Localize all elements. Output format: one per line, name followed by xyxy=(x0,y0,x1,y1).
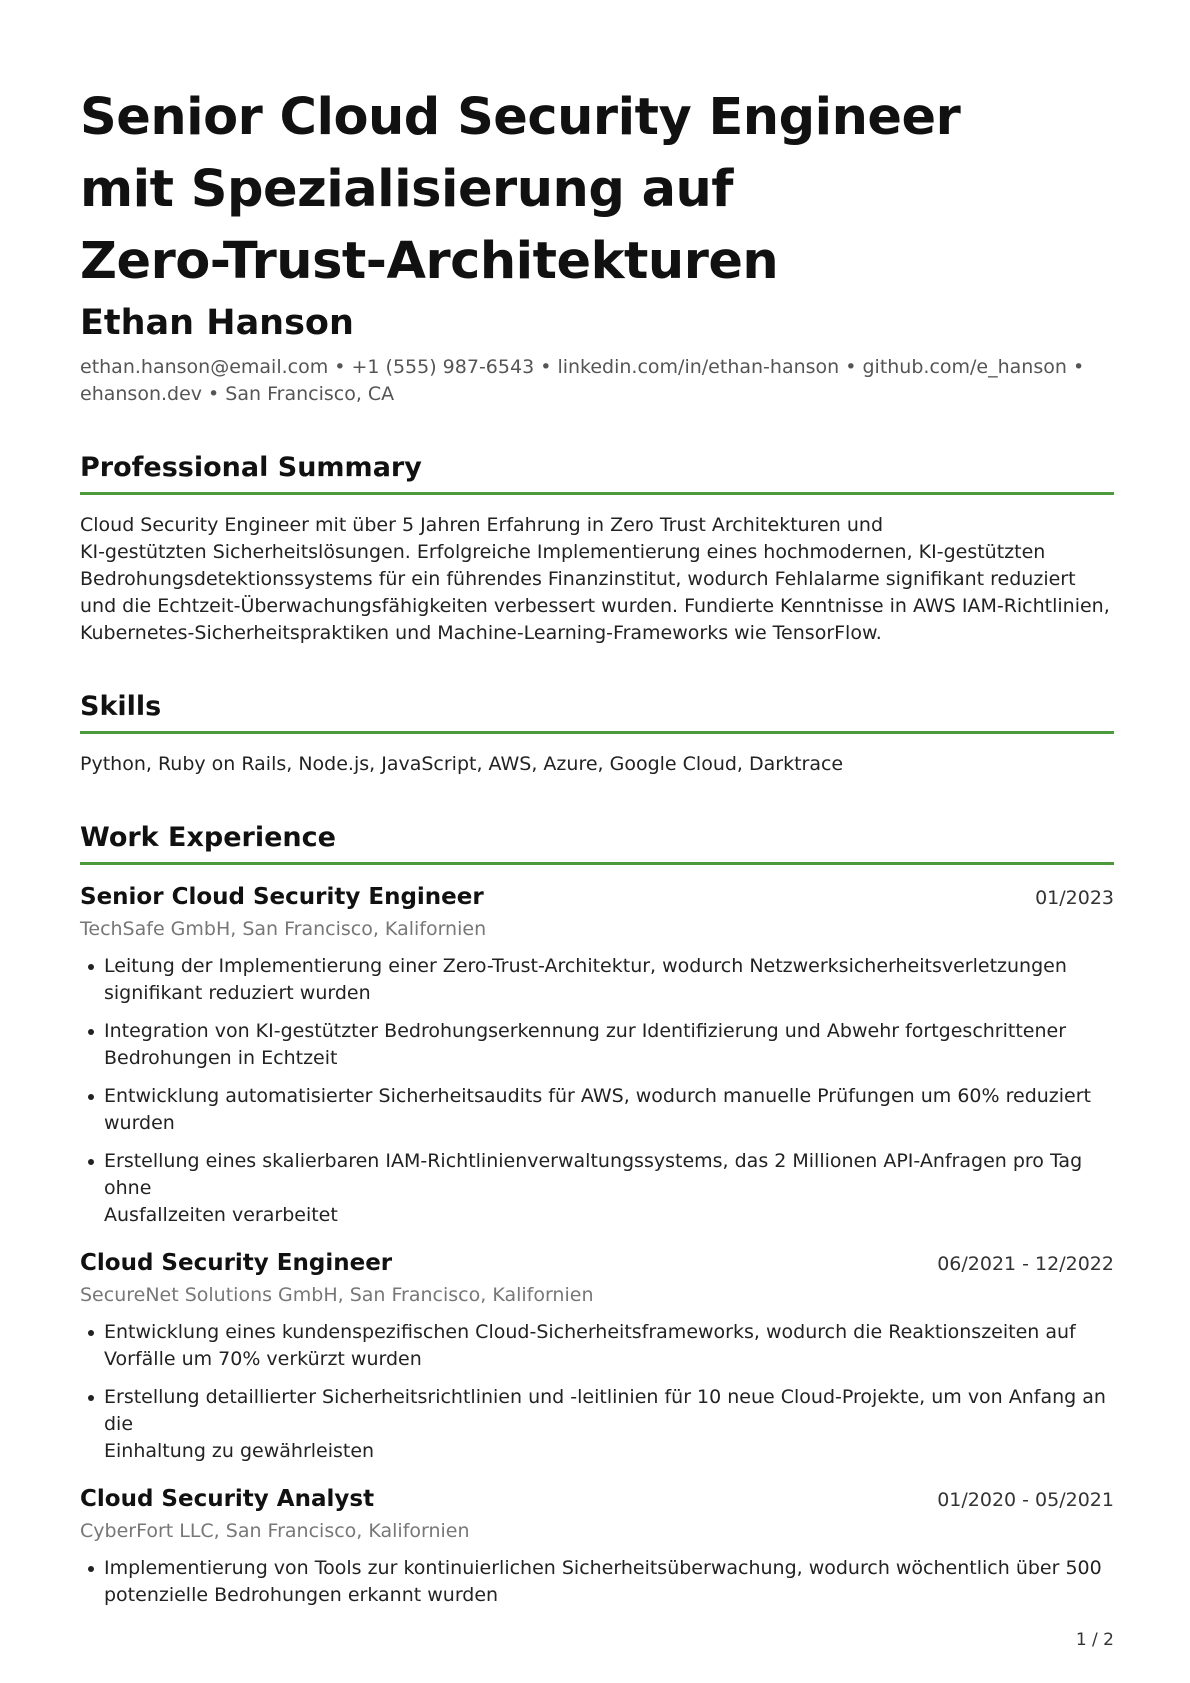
page-number: 1 / 2 xyxy=(1075,1630,1114,1650)
job-header xyxy=(80,1483,1114,1515)
section-title-skills: Skills xyxy=(80,689,1114,734)
job-date: 01/2020 - 05/2021 xyxy=(937,1489,1114,1511)
job-bullet xyxy=(80,1555,1114,1609)
summary-section xyxy=(80,450,1114,647)
bullet-line: wurden xyxy=(104,1112,175,1134)
summary-text xyxy=(80,512,1114,647)
resume-page xyxy=(80,82,1114,1609)
bullet-line: Implementierung von Tools zur kontinuierlichen Sicherheitsüberwachung, wodurch wöchentlich über 500 xyxy=(104,1557,1102,1579)
bullet-line: Leitung der Implementierung einer Zero-Trust-Architektur, wodurch Netzwerksicherheitsverletzungen xyxy=(104,955,1067,977)
skills-text: Python, Ruby on Rails, Node.js, JavaScript, AWS, Azure, Google Cloud, Darktrace xyxy=(80,753,844,775)
skills-section xyxy=(80,689,1114,778)
job-title: Senior Cloud Security Engineer xyxy=(80,884,484,910)
job-bullets xyxy=(80,1319,1114,1465)
summary-line: Cloud Security Engineer mit über 5 Jahren Erfahrung in Zero Trust Architekturen und xyxy=(80,514,884,536)
bullet-line: Integration von KI-gestützter Bedrohungserkennung zur Identifizierung und Abwehr fortgeschrittener xyxy=(104,1020,1067,1042)
resume-headline xyxy=(80,82,1114,298)
bullet-line: Einhaltung zu gewährleisten xyxy=(104,1440,375,1462)
contact-info xyxy=(80,354,1114,408)
job-bullet xyxy=(80,1148,1114,1229)
job-company: CyberFort LLC, San Francisco, Kalifornien xyxy=(80,1520,470,1542)
headline-line: Senior Cloud Security Engineer xyxy=(80,88,961,147)
job-header xyxy=(80,881,1114,913)
bullet-line: Vorfälle um 70% verkürzt wurden xyxy=(104,1348,422,1370)
job-bullets xyxy=(80,1555,1114,1609)
job-entry xyxy=(80,1247,1114,1465)
bullet-line: Entwicklung eines kundenspezifischen Cloud-Sicherheitsframeworks, wodurch die Reaktionszeiten auf xyxy=(104,1321,1076,1343)
job-bullets xyxy=(80,953,1114,1229)
job-title: Cloud Security Analyst xyxy=(80,1486,375,1512)
job-title: Cloud Security Engineer xyxy=(80,1250,393,1276)
job-bullet xyxy=(80,1384,1114,1465)
job-bullet xyxy=(80,1319,1114,1373)
summary-line: Bedrohungsdetektionssystems für ein führendes Finanzinstitut, wodurch Fehlalarme signifikant reduziert xyxy=(80,568,1076,590)
summary-line: Kubernetes-Sicherheitspraktiken und Machine-Learning-Frameworks wie TensorFlow. xyxy=(80,622,882,644)
contact-line: ehanson.dev • San Francisco, CA xyxy=(80,383,395,405)
job-header xyxy=(80,1247,1114,1279)
bullet-line: Entwicklung automatisierter Sicherheitsaudits für AWS, wodurch manuelle Prüfungen um 60% reduziert xyxy=(104,1085,1091,1107)
experience-section xyxy=(80,820,1114,1609)
summary-line: und die Echtzeit-Überwachungsfähigkeiten verbessert wurden. Fundierte Kenntnisse in AWS IAM-Richtlinien, xyxy=(80,595,1110,617)
bullet-line: Erstellung detaillierter Sicherheitsrichtlinien und -leitlinien für 10 neue Cloud-Projekte, um von Anfang an die xyxy=(104,1386,1106,1435)
section-title-experience: Work Experience xyxy=(80,820,1114,865)
headline-line: Zero-Trust-Architekturen xyxy=(80,232,779,291)
job-bullet xyxy=(80,1083,1114,1137)
bullet-line: signifikant reduziert wurden xyxy=(104,982,371,1004)
bullet-line: Ausfallzeiten verarbeitet xyxy=(104,1204,338,1226)
job-date: 06/2021 - 12/2022 xyxy=(937,1253,1114,1275)
job-company: TechSafe GmbH, San Francisco, Kalifornien xyxy=(80,918,487,940)
bullet-line: Bedrohungen in Echtzeit xyxy=(104,1047,338,1069)
job-date: 01/2023 xyxy=(1035,887,1114,909)
candidate-name: Ethan Hanson xyxy=(80,303,354,343)
job-bullet xyxy=(80,1018,1114,1072)
summary-line: KI-gestützten Sicherheitslösungen. Erfolgreiche Implementierung eines hochmodernen, KI-gestützten xyxy=(80,541,1046,563)
job-entry xyxy=(80,1483,1114,1609)
job-list xyxy=(80,881,1114,1609)
job-bullet xyxy=(80,953,1114,1007)
section-title-summary: Professional Summary xyxy=(80,450,1114,495)
bullet-line: potenzielle Bedrohungen erkannt wurden xyxy=(104,1584,499,1606)
job-company: SecureNet Solutions GmbH, San Francisco, Kalifornien xyxy=(80,1284,594,1306)
job-entry xyxy=(80,881,1114,1229)
headline-line: mit Spezialisierung auf xyxy=(80,160,733,219)
bullet-line: Erstellung eines skalierbaren IAM-Richtlinienverwaltungssystems, das 2 Millionen API-Anfragen pro Tag ohne xyxy=(104,1150,1083,1199)
contact-line: ethan.hanson@email.com • +1 (555) 987-6543 • linkedin.com/in/ethan-hanson • github.com/e_hanson • xyxy=(80,356,1085,378)
